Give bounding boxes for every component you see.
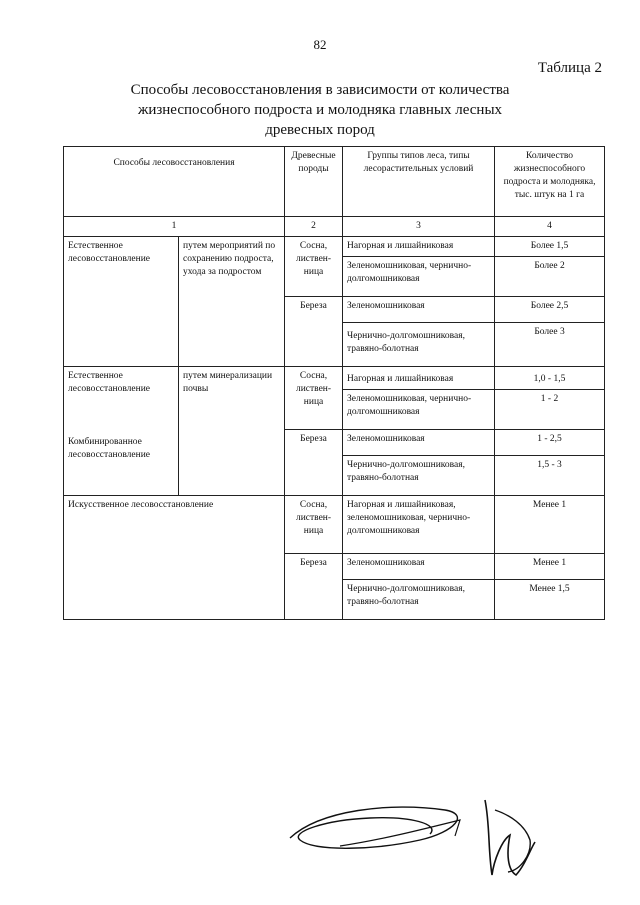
title-line: жизнеспособного подроста и молодняка главных лесных bbox=[137, 102, 503, 118]
species-cell: Береза bbox=[285, 430, 343, 496]
forest-type-cell: Зеленомошниковая, чернично-долгомошниковая bbox=[343, 257, 495, 297]
forest-type-cell: Нагорная и лишайниковая bbox=[343, 367, 495, 390]
table-label: Таблица 2 bbox=[537, 60, 602, 76]
quantity-cell: 1 - 2 bbox=[495, 390, 605, 430]
method-text: Комбинированное лесовосстановление bbox=[68, 437, 151, 460]
forest-type-cell: Нагорная и лишайниковая bbox=[343, 237, 495, 257]
page-title bbox=[80, 80, 560, 140]
method-text: Естественное лесовосстановление bbox=[68, 371, 151, 394]
species-cell: Береза bbox=[285, 554, 343, 620]
reforestation-table bbox=[63, 146, 605, 620]
quantity-cell: Менее 1,5 bbox=[495, 580, 605, 620]
table-row bbox=[64, 237, 605, 257]
page-number: 82 bbox=[313, 37, 327, 52]
column-number: 3 bbox=[343, 217, 495, 237]
method-cell bbox=[64, 367, 179, 496]
quantity-cell: Менее 1 bbox=[495, 554, 605, 580]
forest-type-cell: Зеленомошниковая bbox=[343, 430, 495, 456]
column-number: 2 bbox=[285, 217, 343, 237]
quantity-cell: Более 3 bbox=[495, 323, 605, 367]
table-row bbox=[64, 496, 605, 554]
quantity-cell: Более 2 bbox=[495, 257, 605, 297]
quantity-cell: Более 2,5 bbox=[495, 297, 605, 323]
forest-type-cell: Зеленомошниковая bbox=[343, 554, 495, 580]
column-number: 4 bbox=[495, 217, 605, 237]
forest-type-cell: Зеленомошниковая, чернично-долгомошниковая bbox=[343, 390, 495, 430]
quantity-cell: 1,0 - 1,5 bbox=[495, 367, 605, 390]
method-detail-cell: путем минерализации почвы bbox=[179, 367, 285, 496]
species-cell: Сосна, листвен-ница bbox=[285, 367, 343, 430]
title-line: древесных пород bbox=[265, 122, 375, 138]
column-number: 1 bbox=[64, 217, 285, 237]
header-row bbox=[64, 147, 605, 217]
method-cell: Искусственное лесовосстановление bbox=[64, 496, 285, 620]
forest-type-cell: Чернично-долгомошниковая, травяно-болотная bbox=[343, 456, 495, 496]
header-cell: Способы лесовосстановления bbox=[64, 147, 285, 217]
method-detail-cell: путем мероприятий по сохранению подроста, ухода за подростом bbox=[179, 237, 285, 367]
forest-type-cell: Зеленомошниковая bbox=[343, 297, 495, 323]
column-number-row bbox=[64, 217, 605, 237]
header-cell: Количество жизнеспособного подроста и молодняка, тыс. штук на 1 га bbox=[495, 147, 605, 217]
forest-type-cell: Чернично-долгомошниковая, травяно-болотная bbox=[343, 323, 495, 367]
title-line: Способы лесовосстановления в зависимости от количества bbox=[130, 82, 510, 98]
quantity-cell: 1 - 2,5 bbox=[495, 430, 605, 456]
species-cell: Сосна, листвен-ница bbox=[285, 496, 343, 554]
quantity-cell: Менее 1 bbox=[495, 496, 605, 554]
handwritten-signature bbox=[280, 780, 580, 890]
forest-type-cell: Нагорная и лишайниковая, зеленомошниковая, чернично-долгомошниковая bbox=[343, 496, 495, 554]
header-cell: Древесные породы bbox=[285, 147, 343, 217]
quantity-cell: 1,5 - 3 bbox=[495, 456, 605, 496]
quantity-cell: Более 1,5 bbox=[495, 237, 605, 257]
method-cell: Естественное лесовосстановление bbox=[64, 237, 179, 367]
header-cell: Группы типов леса, типы лесорастительных условий bbox=[343, 147, 495, 217]
table-row bbox=[64, 367, 605, 390]
species-cell: Береза bbox=[285, 297, 343, 367]
species-cell: Сосна, листвен-ница bbox=[285, 237, 343, 297]
forest-type-cell: Чернично-долгомошниковая, травяно-болотная bbox=[343, 580, 495, 620]
